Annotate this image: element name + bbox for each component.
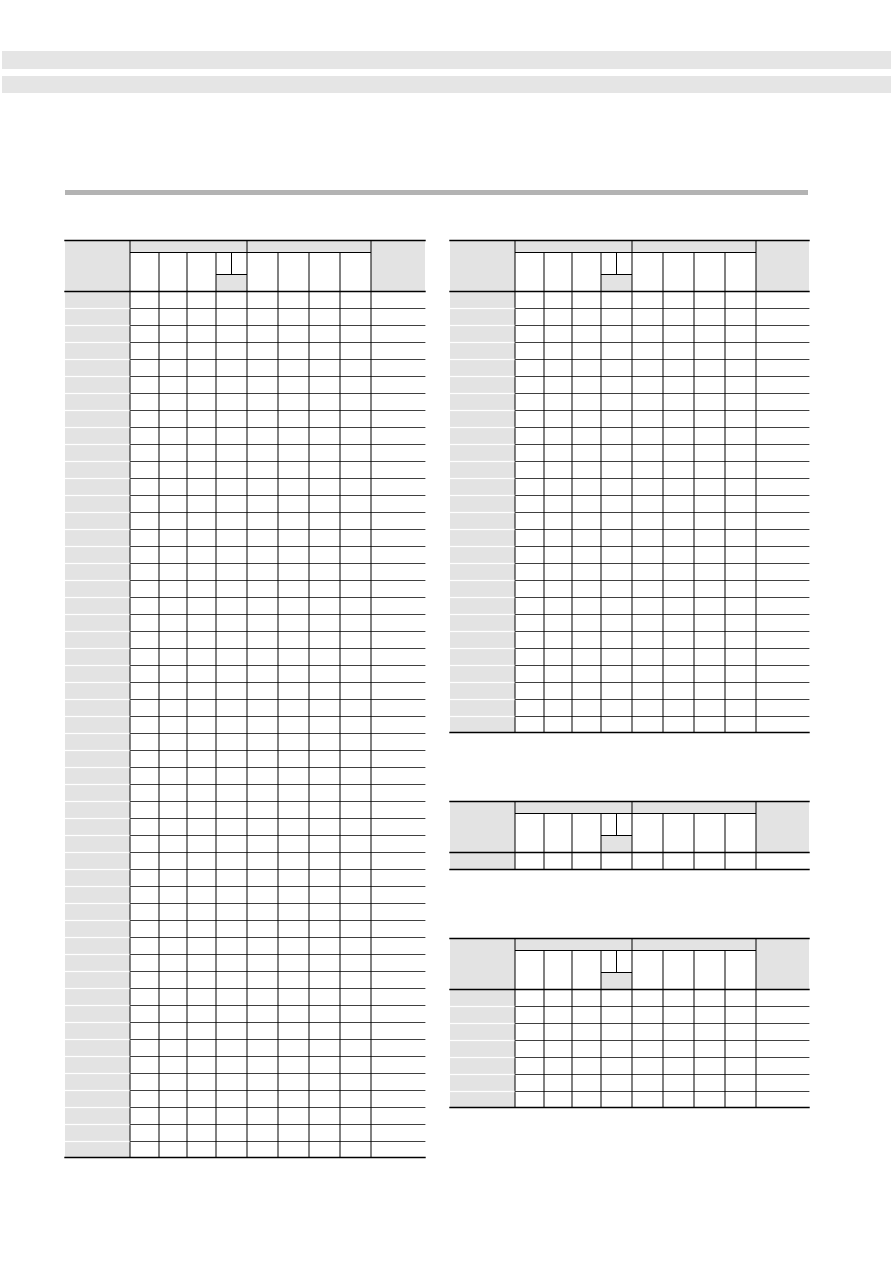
header-last-cell bbox=[756, 939, 809, 990]
header-sub-cell bbox=[601, 973, 632, 990]
header-group-2-cell bbox=[632, 939, 756, 951]
header-group-1-cell bbox=[515, 939, 632, 951]
header-stub-cell bbox=[450, 939, 515, 990]
stub-column bbox=[450, 990, 515, 1108]
